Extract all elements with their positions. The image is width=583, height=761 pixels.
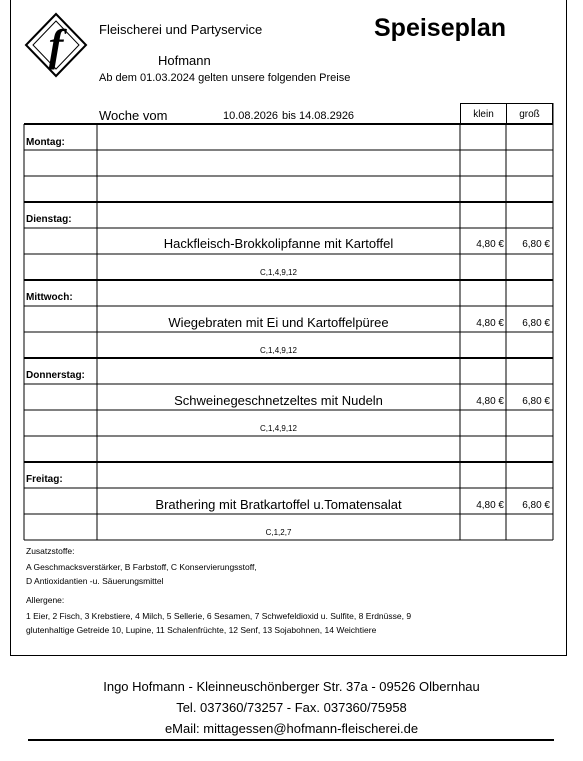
price-validity-note: Ab dem 01.03.2024 gelten unsere folgenden Preise [99,72,351,84]
footer-phone: Tel. 037360/73257 - Fax. 037360/75958 [176,700,407,715]
price-large-wednesday: 6,80 € [522,318,550,329]
price-large-thursday: 6,80 € [522,396,550,407]
footer-email: eMail: mittagessen@hofmann-fleischerei.de [164,721,419,736]
allergens-friday: C,1,2,7 [265,528,292,537]
column-header-small: klein [460,103,507,124]
day-label-friday: Freitag: [26,474,63,485]
footer-rule [28,739,554,741]
allergens-tuesday: C,1,4,9,12 [260,268,297,277]
day-label-thursday: Donnerstag: [26,370,85,381]
footer-address: Ingo Hofmann - Kleinneuschönberger Str. 37a - 09526 Olbernhau [103,679,480,694]
price-small-friday: 4,80 € [476,500,504,511]
additives-line-2: D Antioxidantien -u. Säuerungsmittel [26,576,164,586]
dish-friday: Brathering mit Bratkartoffel u.Tomatensalat [155,497,402,512]
company-name: Fleischerei und Partyservice [99,22,263,37]
page-title: Speiseplan [374,14,506,42]
dish-thursday: Schweinegeschnetzeltes mit Nudeln [174,393,383,408]
allergens-title: Allergene: [26,595,65,605]
week-separator: bis [282,110,297,122]
price-small-thursday: 4,80 € [476,396,504,407]
allergens-line-2: glutenhaltige Getreide 10, Lupine, 11 Schalenfrüchte, 12 Senf, 13 Sojabohnen, 14 Weichtiere [26,625,377,635]
price-large-friday: 6,80 € [522,500,550,511]
week-label: Woche vom [99,108,168,123]
column-header-large: groß [506,103,553,124]
allergens-wednesday: C,1,4,9,12 [260,346,297,355]
day-label-tuesday: Dienstag: [26,214,72,225]
week-end-date: 14.08.2926 [299,110,355,122]
additives-title: Zusatzstoffe: [26,546,75,556]
owner-name: Hofmann [158,53,211,68]
price-large-tuesday: 6,80 € [522,239,550,250]
allergens-line-1: 1 Eier, 2 Fisch, 3 Krebstiere, 4 Milch, 5 Sellerie, 6 Sesamen, 7 Schwefeldioxid u. Sulfite, 8 Erdnüsse, 9 [26,611,412,621]
day-label-wednesday: Mittwoch: [26,292,73,303]
day-label-monday: Montag: [26,137,65,148]
dish-tuesday: Hackfleisch-Brokkolipfanne mit Kartoffel [163,236,394,251]
logo-letter: f [48,21,64,70]
week-start-date: 10.08.2026 [223,110,279,122]
dish-wednesday: Wiegebraten mit Ei und Kartoffelpüree [168,315,389,330]
price-small-tuesday: 4,80 € [476,239,504,250]
additives-line-1: A Geschmacksverstärker, B Farbstoff, C Konservierungsstoff, [26,562,257,572]
allergens-thursday: C,1,4,9,12 [260,424,297,433]
price-small-wednesday: 4,80 € [476,318,504,329]
